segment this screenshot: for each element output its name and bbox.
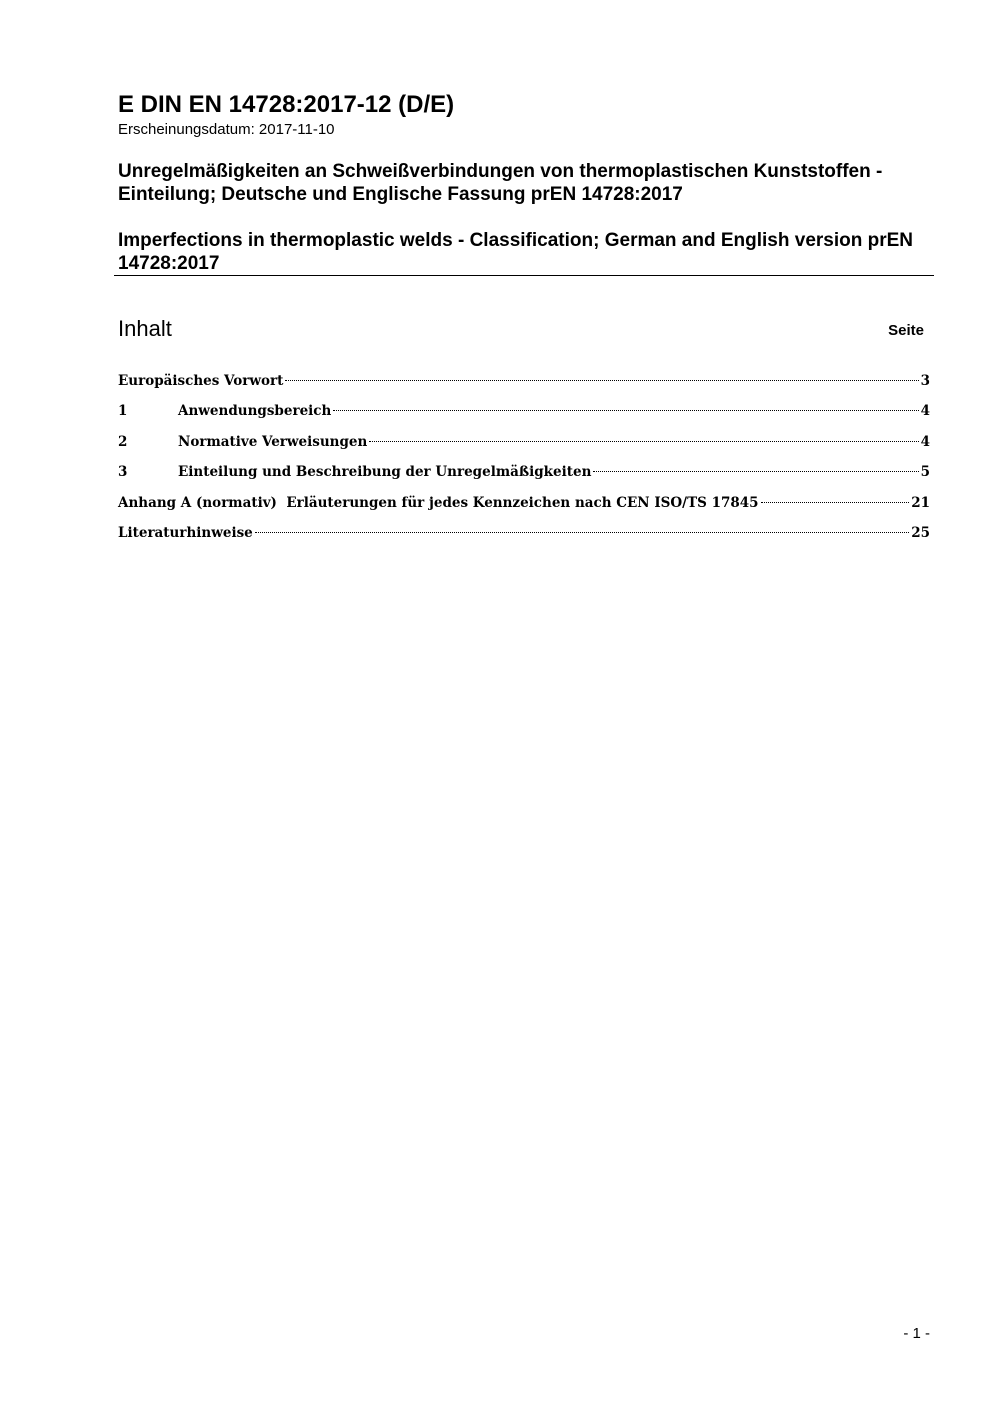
toc-entry-title: Europäisches Vorwort <box>118 373 284 389</box>
toc-entry-normative-references[interactable] <box>118 432 930 462</box>
toc-entry-number: 2 <box>118 433 128 450</box>
toc-entry-page: 21 <box>911 494 930 511</box>
toc-entry-title: Normative Verweisungen <box>178 433 368 450</box>
page-number: - 1 - <box>903 1325 930 1342</box>
toc-entry-classification[interactable] <box>118 462 930 492</box>
toc-dot-leader <box>333 410 918 411</box>
toc-entry-title: Einteilung und Beschreibung der Unregelmäßigkeiten <box>178 464 592 481</box>
title-german: Unregelmäßigkeiten an Schweißverbindungen von thermoplastischen Kunststoffen - Einteilung; Deutsche und Englische Fassung prEN 14728:2017 <box>118 161 883 205</box>
toc-entry-title: Literaturhinweise <box>118 524 253 541</box>
toc-entry-page: 5 <box>920 464 930 481</box>
toc-entry-scope[interactable] <box>118 401 930 431</box>
toc-dot-leader <box>593 471 918 472</box>
toc-entry-number: 1 <box>118 403 128 420</box>
document-id: E DIN EN 14728:2017-12 (D/E) <box>118 91 455 118</box>
toc-entry-page: 3 <box>920 373 930 389</box>
toc-dot-leader <box>761 502 910 503</box>
toc-entry-annex-a[interactable] <box>118 493 930 523</box>
toc-entry-page: 4 <box>920 403 930 420</box>
toc-dot-leader <box>285 380 918 381</box>
toc-entry-number: 3 <box>118 464 128 481</box>
toc-entry-page: 25 <box>911 524 930 541</box>
toc-entry-bibliography[interactable] <box>118 523 930 553</box>
table-of-contents <box>118 371 930 553</box>
issue-date: Erscheinungsdatum: 2017-11-10 <box>118 121 335 138</box>
toc-entry-title: Anhang A (normativ) Erläuterungen für jedes Kennzeichen nach CEN ISO/TS 17845 <box>118 494 759 511</box>
toc-heading: Inhalt <box>118 316 172 341</box>
toc-entry-foreword[interactable] <box>118 371 930 401</box>
toc-entry-title: Anwendungsbereich <box>178 403 332 420</box>
toc-page-column-heading: Seite <box>888 322 924 339</box>
toc-entry-page: 4 <box>920 433 930 450</box>
header-divider <box>114 275 934 276</box>
toc-dot-leader <box>255 532 909 533</box>
toc-dot-leader <box>369 441 918 442</box>
title-english: Imperfections in thermoplastic welds - Classification; German and English version prEN 14728:2017 <box>118 230 914 274</box>
